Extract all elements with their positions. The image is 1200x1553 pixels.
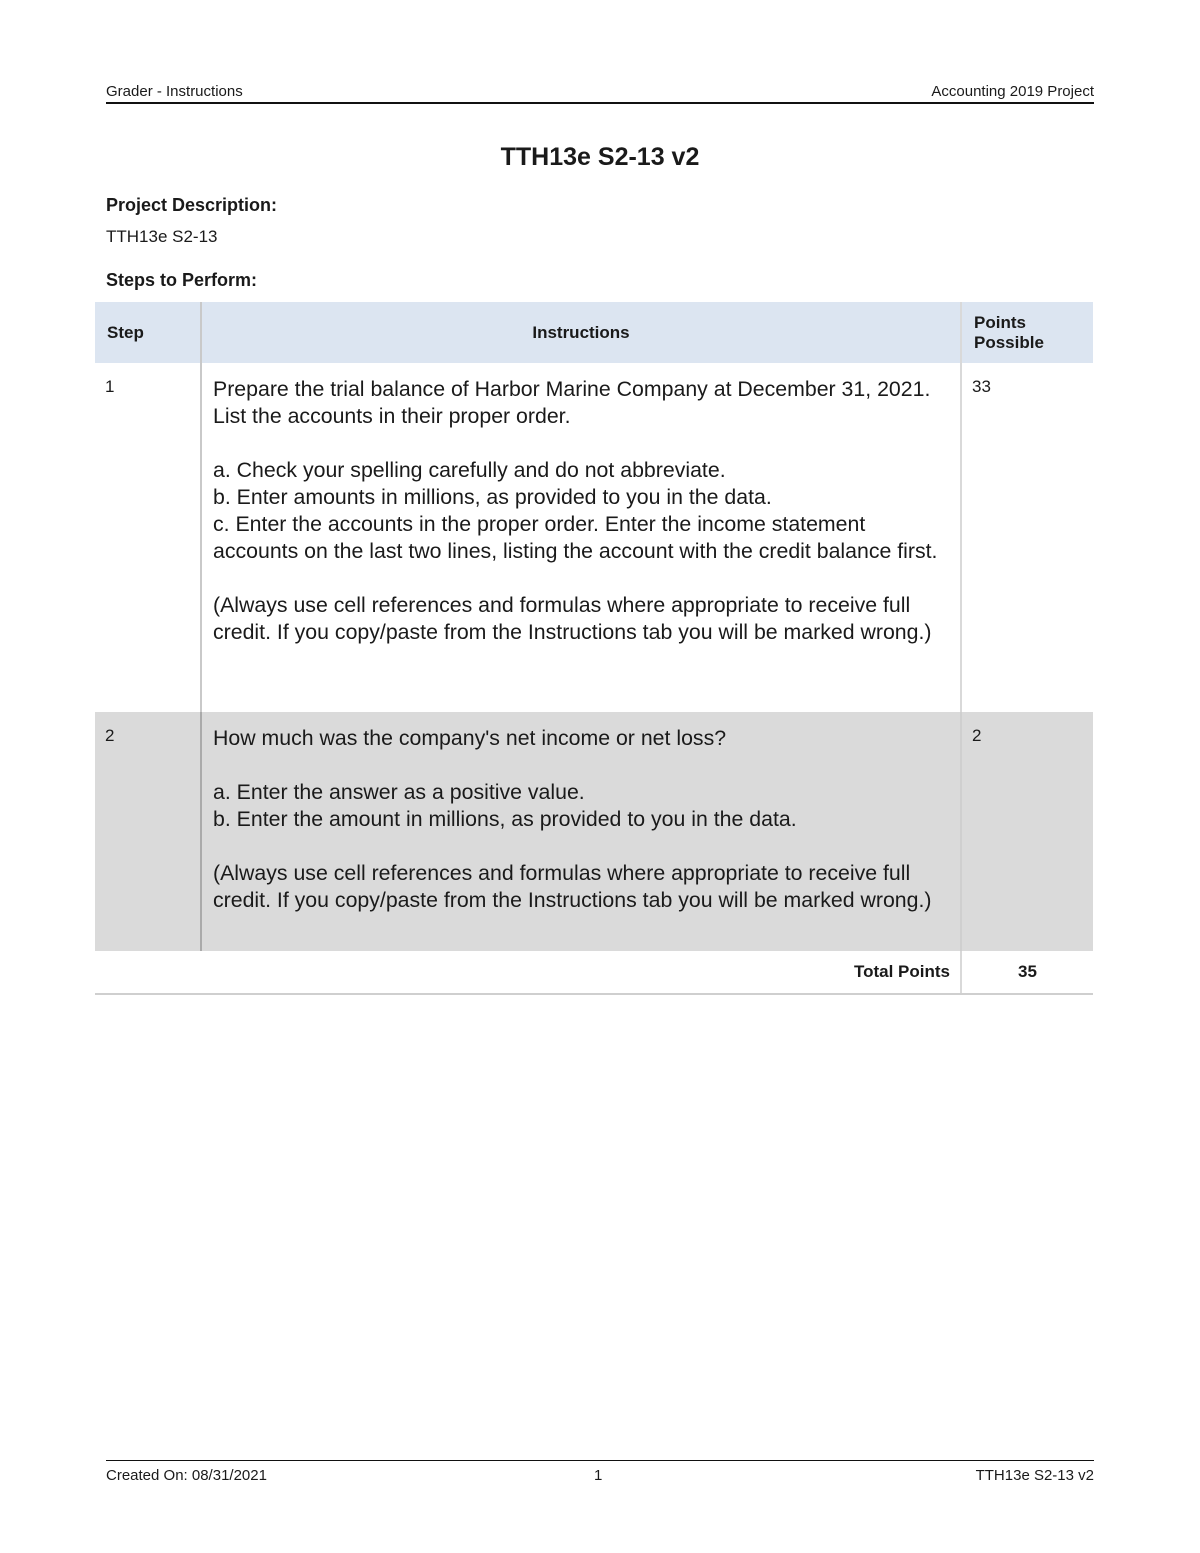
steps-table [95, 302, 1093, 995]
project-description-text: TTH13e S2-13 [106, 227, 218, 246]
column-header-instructions: Instructions [201, 302, 961, 363]
instruction-paragraph: How much was the company's net income or net loss? [213, 726, 727, 750]
column-header-points-line2: Possible [974, 332, 1044, 352]
step-points: 33 [972, 377, 991, 396]
column-header-points-line1: Points [974, 312, 1026, 332]
project-description-heading: Project Description: [106, 195, 278, 215]
total-row [95, 951, 1093, 994]
footer-created-date: Created On: 08/31/2021 [106, 1467, 267, 1484]
instruction-list [213, 457, 950, 565]
column-header-points [961, 302, 1093, 363]
step-number: 2 [105, 726, 115, 745]
footer-page-number: 1 [594, 1467, 603, 1484]
total-points-label: Total Points [95, 951, 961, 994]
page-footer [106, 1460, 1094, 1484]
page-title: TTH13e S2-13 v2 [500, 143, 700, 171]
step-instructions [201, 712, 961, 951]
footer-doc-id: TTH13e S2-13 v2 [975, 1467, 1094, 1484]
instruction-item: b. Enter the amount in millions, as provided to you in the data. [213, 807, 797, 831]
column-header-step: Step [95, 302, 201, 363]
header-right-text: Accounting 2019 Project [931, 83, 1094, 100]
instruction-item: b. Enter amounts in millions, as provided to you in the data. [213, 485, 772, 509]
step-points: 2 [972, 726, 982, 745]
instruction-item: a. Enter the answer as a positive value. [213, 780, 585, 804]
table-row [95, 363, 1093, 712]
total-points-value: 35 [961, 951, 1093, 994]
header-left-text: Grader - Instructions [106, 83, 243, 100]
instruction-note: (Always use cell references and formulas where appropriate to receive full credit. If you copy/paste from the Instructions tab you will be marked wrong.) [213, 593, 932, 644]
instruction-paragraph: Prepare the trial balance of Harbor Marine Company at December 31, 2021. List the accounts in their proper order. [213, 377, 931, 428]
step-number: 1 [105, 377, 115, 396]
step-instructions [201, 363, 961, 712]
table-row [95, 712, 1093, 951]
page-header [106, 82, 1094, 104]
instruction-item: a. Check your spelling carefully and do not abbreviate. [213, 458, 726, 482]
instruction-note: (Always use cell references and formulas where appropriate to receive full credit. If you copy/paste from the Instructions tab you will be marked wrong.) [213, 861, 932, 912]
steps-heading: Steps to Perform: [106, 270, 258, 290]
instruction-item: c. Enter the accounts in the proper order. Enter the income statement accounts on the last two lines, listing the account with the credit balance first. [213, 512, 938, 563]
instruction-list [213, 779, 950, 833]
table-header-row [95, 302, 1093, 363]
